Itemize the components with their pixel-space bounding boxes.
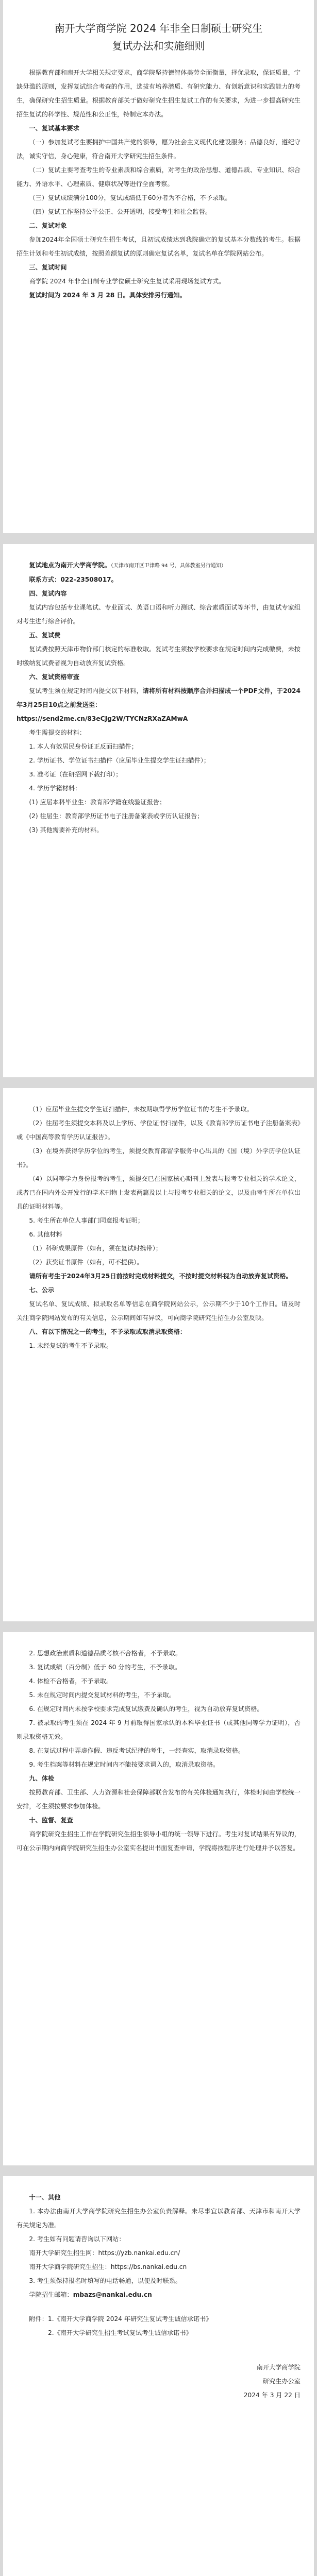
email-link[interactable]: mbazs@nankai.edu.cn [73,2291,152,2298]
section-heading: 八、有以下情况之一的考生，不予录取或取消录取资格： [29,1328,187,1335]
list-item: （2）往届考生须提交本科及以上学历、学位证书扫描件，以及《教育部学历证书电子注册备案表》或《中国高等教育学历认证报告》。 [16,1120,301,1141]
list-item: 8. 在复试过程中弄虚作假、违反考试纪律的考生，一经查实，取消录取资格。 [29,1747,245,1754]
document-subtitle: 复试办法和实施细则 [112,40,205,52]
paragraph: （三）复试成绩满分100分，复试成绩低于60分者为不合格，不予录取。 [29,194,231,201]
list-item: 3. 复试成绩（百分制）低于 60 分的考生，不予录取。 [29,1664,181,1671]
email-label: 学院招生邮箱： [29,2291,73,2298]
list-item: (3) 其他需要补充的材料。 [29,826,103,834]
signature-date: 2024 年 3 月 22 日 [243,2392,301,2399]
paragraph: 复试考生须在规定时间内提交以下材料， [29,687,143,694]
section-heading: 十一、其他 [29,2194,61,2201]
list-item: 2. 考生如有问题请咨询以下网站： [29,2235,125,2243]
paragraph: 复试内容包括专业课笔试、专业面试、英语口语和听力测试、综合素质面试等环节，由复试专家组对考生进行综合评价。 [16,604,301,625]
section-heading: 四、复试内容 [29,590,67,597]
attachment-item[interactable]: 2.《南开大学研究生招生考试复试考生诚信承诺书》 [47,2329,192,2336]
section-heading: 三、复试时间 [29,264,67,271]
website-link[interactable]: 南开大学商学院研究生招生：https://bs.nankai.edu.cn [29,2263,187,2270]
document-page-2 [3,544,314,1077]
section-heading: 十、监督、复查 [29,1817,73,1824]
list-item: 4. 体检不合格者，不予录取。 [29,1677,113,1685]
paragraph: 商学院研究生招生工作在学院研究生招生领导小组的统一领导下进行。考生对复试结果有异议的，可在公示期内向商学院研究生招生办公室实名提出书面复查申请，学院将按程序进行处理并予以答复。 [16,1831,301,1852]
list-item: 6. 在规定时间内未按学校要求完成复试缴费及确认的考生，视为自动放弃复试资格。 [29,1705,263,1713]
section-heading: 五、复试费 [29,632,61,639]
list-item: 1. 本办法由南开大学商学院研究生招生办公室负责解释。未尽事宜以教育部、天津市和南开大学有关规定为准。 [16,2208,301,2229]
list-item: （3）在境外获得学历学位的考生，须提交教育部留学服务中心出具的《国（境）外学历学位认证书》。 [16,1147,301,1168]
website-link[interactable]: 南开大学研究生招生网：https://yzb.nankai.edu.cn/ [29,2249,180,2257]
list-item: 1. 未经复试的考生不予录取。 [29,1342,113,1349]
paragraph: 商学院 2024 年非全日制专业学位硕士研究生复试采用现场复试方式。 [29,278,225,285]
list-item: 3. 考生须保持报名时填写的电话畅通，以便及时联系。 [29,2277,182,2284]
document-page-1 [3,0,314,533]
section-heading: 二、复试对象 [29,222,67,229]
list-item: 1. 本人有效居民身份证正反面扫描件； [29,743,138,750]
list-item: （1）应届毕业生提交学生证扫描件，未按期取得学历学位证书的考生不予录取。 [29,1106,253,1113]
paragraph: 参加2024年全国硕士研究生招生考试，且初试成绩达到我院确定的复试基本分数线的考生。根据招生计划和考生初试成绩，按照差额复试的原则确定复试名单，复试名单在学院网站公布。 [16,236,301,257]
attachment-item[interactable]: 1.《南开大学商学院 2024 年研究生复试考生诚信承诺书》 [47,2315,212,2323]
signature-org: 南开大学商学院 [256,2364,301,2371]
list-item: 2. 思想政治素质和道德品质考核不合格者，不予录取。 [29,1650,182,1657]
phone-number: 022-23508017。 [60,576,118,583]
list-item: 5. 考生所在单位人事部门同意报考证明； [29,1217,144,1224]
upload-link[interactable]: https://send2me.cn/83eCJg2W/TYCNzRXaZAMwA [16,715,188,722]
paragraph: （二）复试主要考查考生的专业素质和综合素质，对考生的政治思想、道德品质、专业知识、综合能力、外语水平、心理素质、健康状况等进行全面考察。 [16,166,301,188]
list-item: （2）获奖证书原件（如有，可不提供）。 [29,1259,143,1266]
deadline-warning: 请所有考生于2024年3月25日前按时完成材料提交，不按时提交材料视为自动放弃复试资格。 [29,1273,292,1280]
paragraph: 复试名单、复试成绩、拟录取名单等信息在商学院网站公示，公示期不少于10个工作日。请及时关注商学院网站发布的有关信息，公示期间如有异议，可向商学院研究生招生办公室反映。 [16,1300,301,1321]
list-item: (2) 往届生：教育部学历证书电子注册备案表或学历认证报告； [29,812,204,820]
list-item: （4）以同等学力身份报考的考生，须提交已在国家核心期刊上发表与报考专业相关的学术论文，或者已在国内外公开发行的学术刊物上发表两篇及以上与报考专业相关的论文，以及由考生所在单位出具的证明材料等。 [16,1175,301,1210]
paragraph: 复试费按照天津市物价部门核定的标准收取。复试考生须按学校要求在规定时间内完成缴费，未按时缴纳复试费者视为自动放弃复试资格。 [16,646,301,667]
list-item: 4. 学历学籍材料： [29,785,81,792]
list-item: (1) 应届本科毕业生：教育部学籍在线验证报告； [29,799,166,806]
materials-intro: 考生需提交的材料： [29,729,86,736]
submission-instruction: 请将所有材料按顺序合并扫描成一个PDF文件，于2024年3月25日10点之前发送至： [16,687,301,708]
section-heading: 六、复试资格审查 [29,673,79,681]
document-page-4 [3,1632,314,2165]
paragraph: （四）复试工作坚持公平公正、公开透明，接受考生和社会监督。 [29,208,211,215]
list-item: 6. 其他材料 [29,1231,62,1238]
list-item: 2. 学历证书、学位证书扫描件（应届毕业生提交学生证扫描件）； [29,757,210,764]
intro-paragraph: 根据教育部和南开大学相关规定要求，商学院坚持德智体美劳全面衡量，择优录取，保证质量，宁缺毋滥的原则，发挥复试综合考查的作用，选拔有培养潜质、有研究能力、有创新意识和实践能力的考生，确保研究生招生质量。根据教育部关于做好研究生招生复试工作的有关要求，为进一步提高研究生招生复试的科学性、规范性和公正性，特制定本办法。 [16,69,301,118]
phone-label: 联系方式： [29,576,61,583]
paragraph: 按照教育部、卫生部、人力资源和社会保障部联合发布的有关体检通知执行，体检时间由学校统一安排，考生须按要求参加体检。 [16,1789,301,1810]
list-item: 9. 考生档案等材料在规定时间内不能按要求调入的，取消录取资格。 [29,1761,220,1768]
section-heading: 九、体检 [29,1775,55,1782]
document-page-3 [3,1088,314,1621]
attachment-label: 附件： [29,2315,48,2323]
list-item: 7. 被录取的考生须在 2024 年 9 月前取得国家承认的本科毕业证书（或其他同等学力证明），否则录取资格无效。 [16,1719,301,1740]
list-item: （1）科研成果原件（如有，须在复试时携带）； [29,1245,162,1252]
paragraph: （一）参加复试考生要拥护中国共产党的领导，愿为社会主义现代化建设服务；品德良好，遵纪守法，诚实守信，身心健康，符合南开大学研究生招生条件。 [16,139,301,160]
location-label: 复试地点为南开大学商学院。 [29,562,111,569]
location-detail: （天津市南开区卫津路 94 号，具体教室另行通知） [110,563,226,569]
signature-office: 研究生办公室 [262,2378,301,2385]
section-heading: 一、复试基本要求 [29,125,79,132]
retest-time: 复试时间为 2024 年 3 月 28 日。具体安排另行通知。 [29,292,186,299]
document-page-5 [3,2176,314,2576]
document-title: 南开大学商学院 2024 年非全日制硕士研究生 [54,22,263,35]
list-item: 5. 未在规定时间内提交复试材料的考生，不予录取。 [29,1691,176,1699]
list-item: 3. 准考证（在研招网下载打印）； [29,771,122,778]
section-heading: 七、公示 [29,1286,55,1294]
